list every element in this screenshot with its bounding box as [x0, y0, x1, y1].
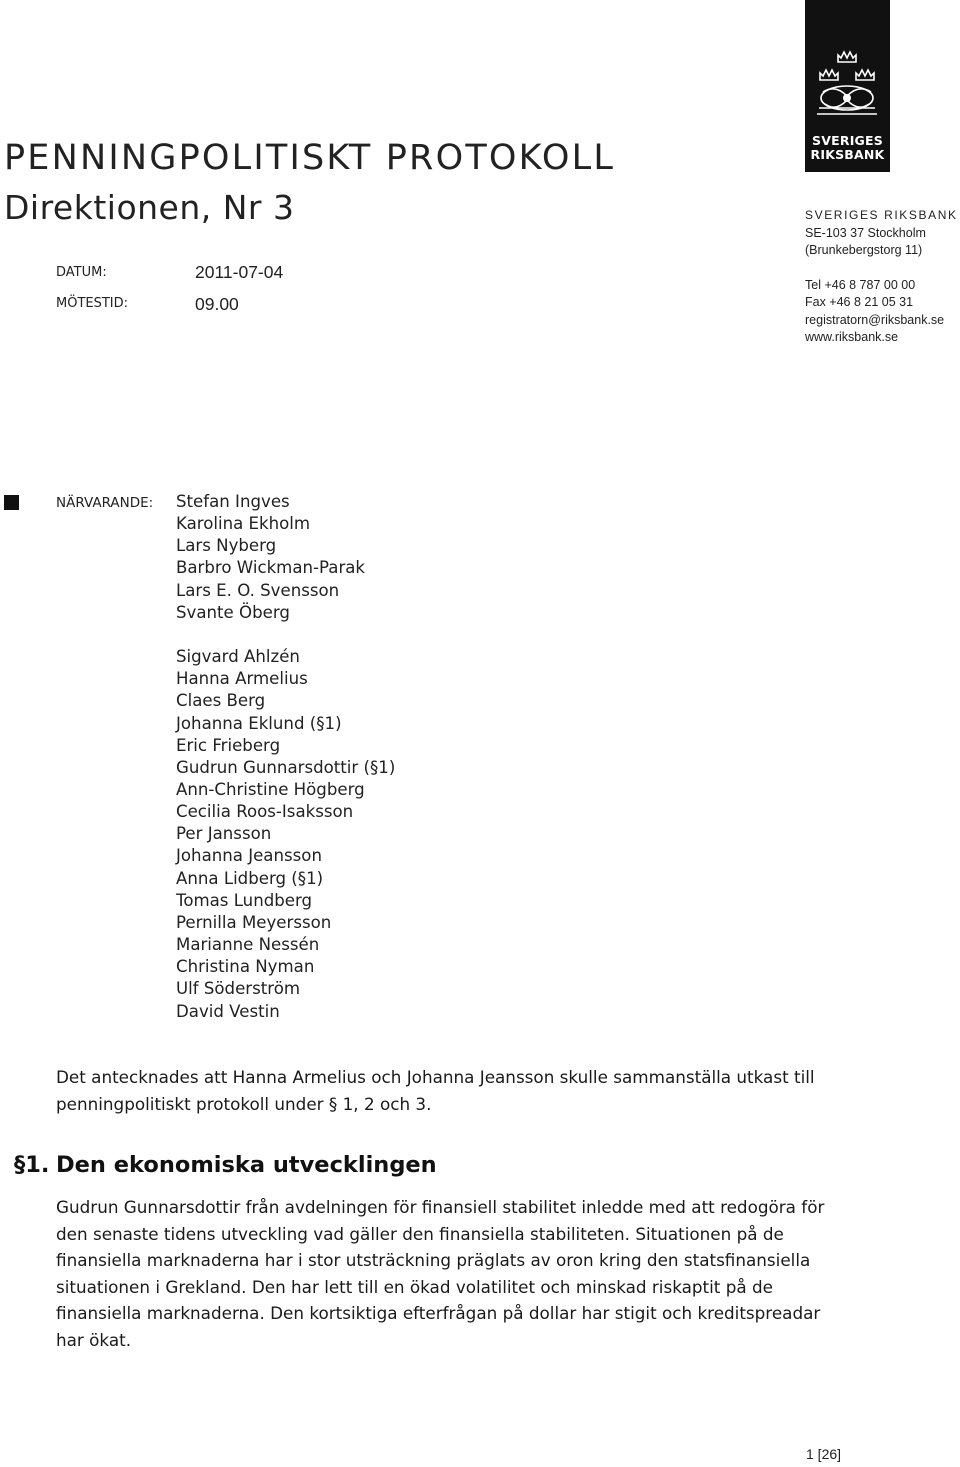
attendee-name: Lars Nyberg	[176, 536, 277, 556]
attendee-name: Anna Lidberg (§1)	[176, 868, 324, 888]
section-bullet-icon	[4, 495, 19, 510]
logo-text-sveriges: SVERIGES	[812, 133, 883, 148]
document-subtitle: Direktionen, Nr 3	[4, 188, 295, 227]
attendee-name: Pernilla Meyersson	[176, 912, 332, 932]
riksbank-logo	[805, 0, 890, 172]
meeting-time-label: MÖTESTID:	[56, 296, 129, 311]
section-number: §1.	[14, 1152, 50, 1178]
attendee-name: Marianne Nessén	[176, 935, 320, 955]
attendee-name: Sigvard Ahlzén	[176, 647, 300, 667]
attendee-list	[176, 491, 395, 1023]
address-block	[805, 207, 958, 347]
intro-note: Det antecknades att Hanna Armelius och Johanna Jeansson skulle sammanställa utkast till penningpolitiskt protokoll under § 1, 2 och 3.	[56, 1067, 815, 1114]
logo-text-riksbank: RIKSBANK	[810, 147, 885, 162]
attendee-name: Stefan Ingves	[176, 492, 290, 511]
attendee-name: Hanna Armelius	[176, 669, 308, 689]
attendee-name: David Vestin	[176, 1001, 280, 1021]
fax-number: Fax +46 8 21 05 31	[805, 295, 914, 309]
meeting-time-value: 09.00	[195, 294, 239, 314]
attendance-label: NÄRVARANDE:	[56, 495, 154, 511]
org-name: SVERIGES RIKSBANK	[805, 208, 958, 222]
date-label: DATUM:	[56, 265, 107, 280]
page-number: 1 [26]	[806, 1446, 842, 1462]
attendee-name: Ann-Christine Högberg	[176, 780, 365, 800]
attendee-name: Eric Frieberg	[176, 735, 281, 755]
attendee-name: Tomas Lundberg	[176, 890, 313, 910]
street-address: (Brunkebergstorg 11)	[805, 243, 923, 257]
attendee-name: Christina Nyman	[176, 957, 315, 977]
attendee-name: Cecilia Roos-Isaksson	[176, 802, 354, 822]
attendee-name: Ulf Söderström	[176, 979, 301, 999]
attendee-name: Per Jansson	[176, 824, 272, 844]
section-paragraph: Gudrun Gunnarsdottir från avdelningen för finansiell stabilitet inledde med att redogöra för den senaste tidens utveckling vad gäller den finansiella stabiliteten. Situationen på de finansiella marknaderna har i stor utsträckning präglats av oron kring den statsfinansiella situationen i Grekland. Den har lett till en ökad volatilitet och minskad riskaptit på de finansiella marknaderna. Den kortsiktiga efterfrågan på dollar har stigit och kreditspreadar har ökat.	[56, 1197, 825, 1350]
date-value: 2011-07-04	[195, 262, 284, 282]
attendee-name: Johanna Jeansson	[176, 846, 322, 866]
attendee-name: Gudrun Gunnarsdottir (§1)	[176, 757, 396, 777]
attendee-name: Johanna Eklund (§1)	[176, 713, 342, 733]
postal-address: SE-103 37 Stockholm	[805, 225, 926, 240]
section-title: Den ekonomiska utvecklingen	[56, 1152, 437, 1178]
attendee-name: Claes Berg	[176, 691, 266, 711]
website: www.riksbank.se	[805, 330, 899, 344]
document-title: PENNINGPOLITISKT PROTOKOLL	[4, 138, 616, 178]
attendee-name: Barbro Wickman-Parak	[176, 558, 366, 578]
attendee-name: Karolina Ekholm	[176, 514, 311, 534]
attendee-name: Svante Öberg	[176, 602, 290, 622]
email-address: registratorn@riksbank.se	[805, 312, 945, 327]
attendee-name: Lars E. O. Svensson	[176, 580, 340, 600]
phone-number: Tel +46 8 787 00 00	[805, 277, 916, 292]
riksbank-crest-icon	[805, 0, 890, 130]
section-heading	[14, 1148, 437, 1182]
